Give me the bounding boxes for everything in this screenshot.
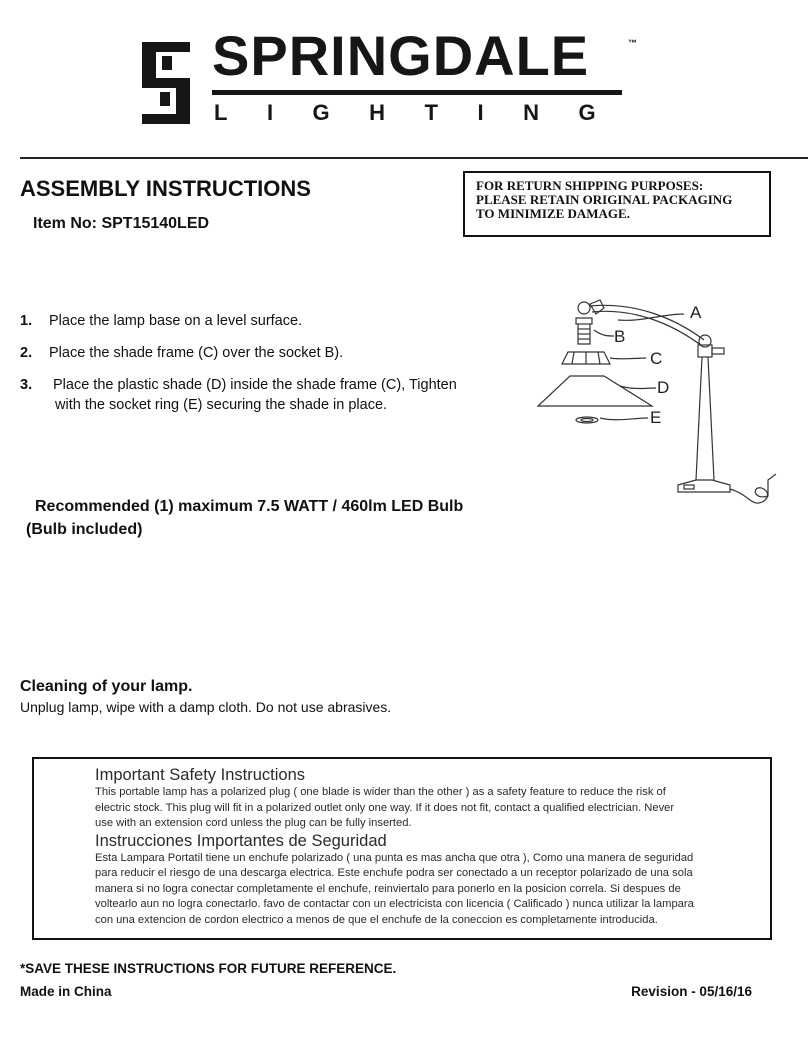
brand-subtitle: LIGHTING <box>214 100 636 125</box>
diagram-label-d: D <box>657 378 670 397</box>
step-text: Place the plastic shade (D) inside the shade frame (C), Tighten <box>53 377 457 393</box>
safety-instructions-box <box>32 757 772 940</box>
safety-line: para reducir el riesgo de una descarga electrica. Este enchufe podra ser conectado a un receptor polarizado de una sola <box>95 867 693 879</box>
step-number: 1. <box>20 313 33 329</box>
step-text: Place the lamp base on a level surface. <box>49 313 303 329</box>
cleaning-heading: Cleaning of your lamp. <box>20 678 193 695</box>
safety-heading-spanish: Instrucciones Importantes de Seguridad <box>95 831 387 850</box>
made-in-label: Made in China <box>20 984 112 999</box>
lamp-arm-icon <box>590 305 704 340</box>
safety-line: manera si no logra conectar completamente el enchufe, reinviertalo para ponerlo en la posicion correla. Si despues de <box>95 882 681 895</box>
brand-name: SPRINGDALE <box>212 24 590 87</box>
step-text-continued: with the socket ring (E) securing the shade in place. <box>55 397 388 413</box>
page-title: ASSEMBLY INSTRUCTIONS <box>20 176 311 201</box>
socket-icon <box>576 318 592 344</box>
revision-date: Revision - 05/16/16 <box>631 984 752 999</box>
notice-line: TO MINIMIZE DAMAGE. <box>476 206 630 221</box>
safety-line: Esta Lampara Portatil tiene un enchufe polarizado ( una punta es mas ancha que otra ), Como una manera de seguridad <box>95 851 694 864</box>
step-item <box>20 343 490 363</box>
lamp-base-icon <box>678 480 730 492</box>
arm-knob-icon <box>578 302 590 314</box>
step-number: 3. <box>20 377 33 393</box>
notice-line: FOR RETURN SHIPPING PURPOSES: <box>476 178 704 193</box>
save-instructions-note: *SAVE THESE INSTRUCTIONS FOR FUTURE REFERENCE. <box>20 961 397 976</box>
item-number: Item No: SPT15140LED <box>33 215 210 232</box>
assembly-steps <box>20 311 490 427</box>
header-divider <box>20 157 808 159</box>
bulb-included: (Bulb included) <box>26 521 143 538</box>
safety-line: con una extencion de cordon electrico a menos de que el enchufe de la coneccion es completamente introducida. <box>95 913 658 926</box>
diagram-label-b: B <box>614 327 626 346</box>
safety-heading-english: Important Safety Instructions <box>95 766 306 784</box>
step-number: 2. <box>20 345 33 361</box>
step-item <box>20 375 490 415</box>
safety-line: use with an extension cord unless the plug can be fully inserted. <box>95 817 412 829</box>
cleaning-text: Unplug lamp, wipe with a damp cloth. Do not use abrasives. <box>20 699 392 715</box>
power-cord-icon <box>730 474 776 503</box>
step-item <box>20 311 490 331</box>
logo-emblem-icon <box>142 42 190 124</box>
return-shipping-notice <box>463 171 771 237</box>
safety-line: electric stock. This plug will fit in a polarized outlet only one way. If it does not fit, contact a qualified electrician. Never <box>95 801 675 814</box>
step-text: Place the shade frame (C) over the socket B). <box>49 345 344 361</box>
plastic-shade-icon <box>538 376 652 406</box>
brand-trademark: ™ <box>628 38 637 48</box>
notice-line: PLEASE RETAIN ORIGINAL PACKAGING <box>476 192 733 207</box>
diagram-label-a: A <box>690 303 702 322</box>
brand-underline <box>212 90 622 95</box>
recommended-bulb: Recommended (1) maximum 7.5 WATT / 460lm LED Bulb <box>35 498 464 515</box>
diagram-label-c: C <box>650 349 663 368</box>
diagram-label-e: E <box>650 408 662 427</box>
safety-line: voltearlo aun no logra conectarlo. favo de contactar con un electricista con licencia ( Calificado ) nunca utilizar la lampara <box>95 898 694 910</box>
safety-line: This portable lamp has a polarized plug ( one blade is wider than the other ) as a safety feature to reduce the risk of <box>95 786 666 798</box>
lamp-assembly-diagram <box>512 292 802 522</box>
